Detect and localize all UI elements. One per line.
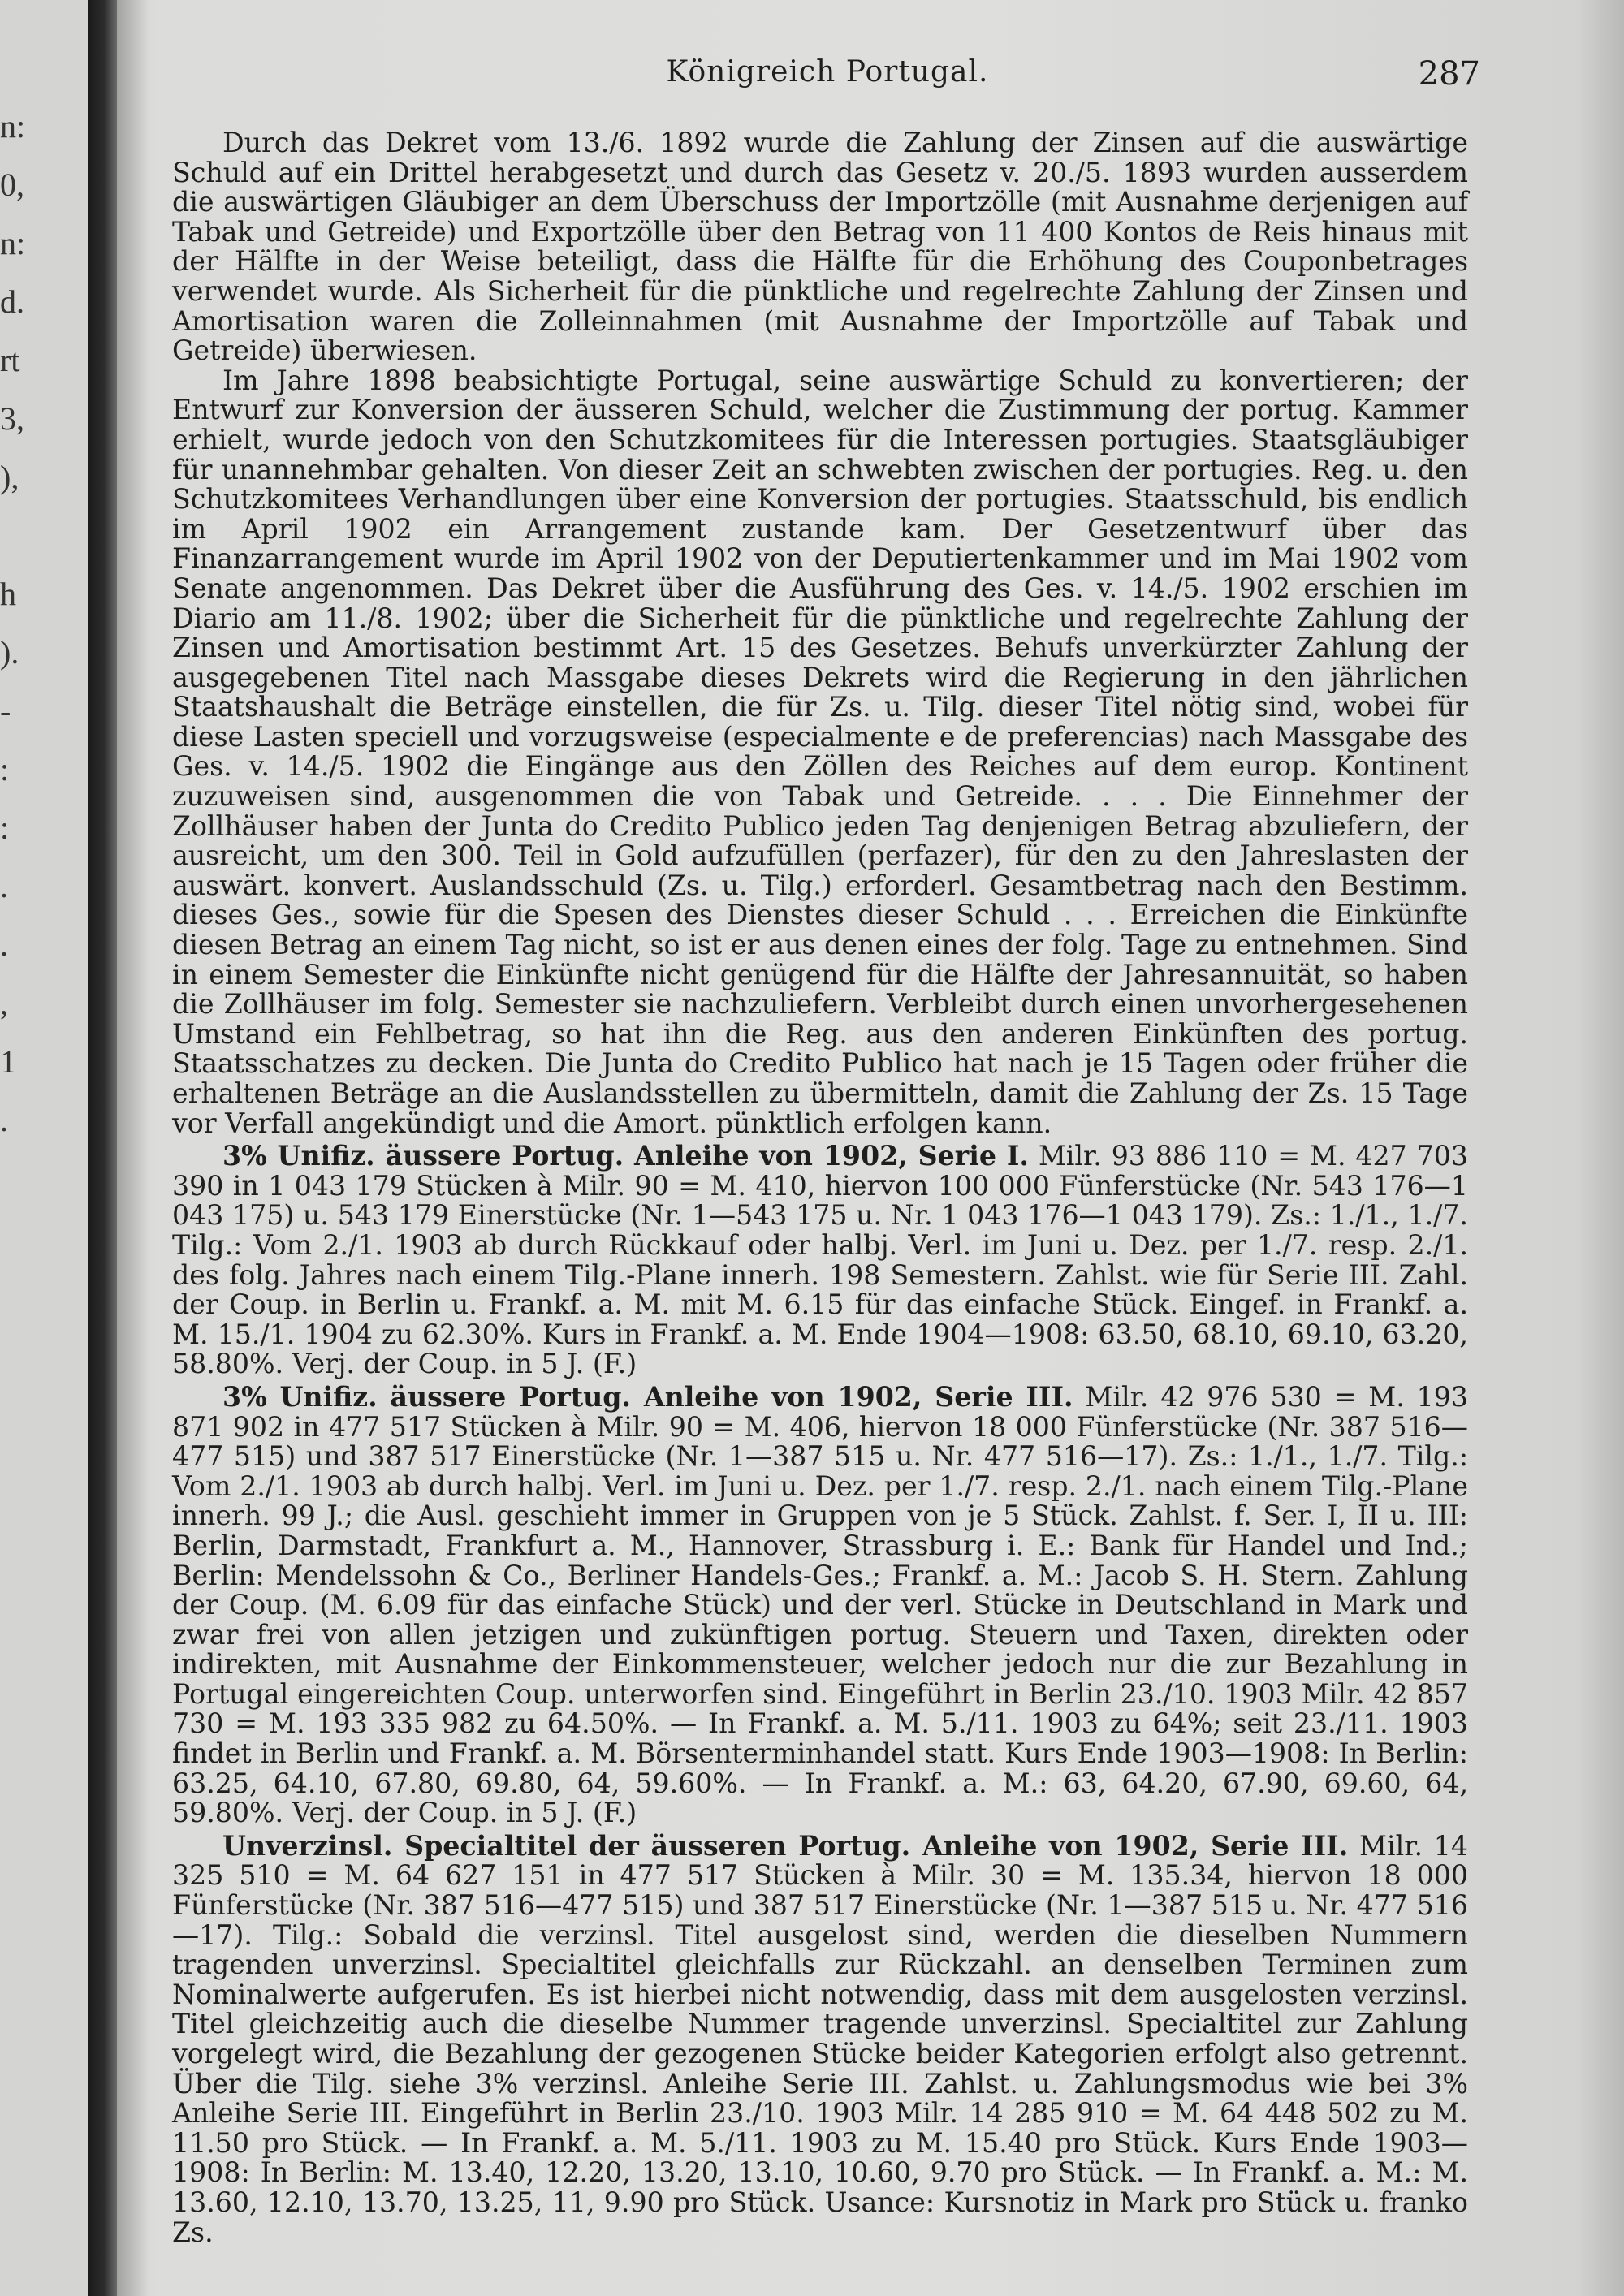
facing-page-text: n: 0, n: d. rt 3, ), h ). - : : . . , 1 .: [0, 108, 26, 1138]
bond-entry-body: Milr. 42 976 530 = M. 193 871 902 in 477 517 Stücken à Milr. 90 = M. 406, hiervon 18 000 Fünferstücke (Nr. 387 516—477 515) und 387 517 Einerstücke (Nr. 1—387 515 u. Nr. 477 516—17). Zs.: 1./1., 1./7. Tilg.: Vom 2./1. 1903 ab durch halbj. Verl. im Juni u. Dez. per 1./7. resp. 2./1. nach einem Tilg.-Plane innerh. 99 J.; die Ausl. geschieht immer in Gruppen von je 5 Stück. Zahlst. f. Ser. I, II u. III: Berlin, Darmstadt, Frankfurt a. M., Hannover, Strassburg i. E.: Bank für Handel und Ind.; Berlin: Mendelssohn & Co., Berliner Handels-Ges.; Frankf. a. M.: Jacob S. H. Stern. Zahlung der Coup. (M. 6.09 für das einfache Stück) und der verl. Stücke in Deutschland in Mark und zwar frei von allen jetzigen und zukünftigen portug. Steuern und Taxen, direkten oder indirekten, mit Ausnahme der Einkommensteuer, welcher jedoch nur die zur Bezahlung in Portugal eingereichten Coup. unterworfen sind. Eingeführt in Berlin 23./10. 1903 Milr. 42 857 730 = M. 193 335 982 zu 64.50%. — In Frankf. a. M. 5./11. 1903 zu 64%; seit 23./11. 1903 findet in Berlin und Frankf. a. M. Börsenterminhandel statt. Kurs Ende 1903—1908: In Berlin: 63.25, 64.10, 67.80, 69.80, 64, 59.60%. — In Frankf. a. M.: 63, 64.20, 67.90, 69.60, 64, 59.80%. Verj. der Coup. in 5 J. (F.): [172, 1380, 1468, 1829]
bond-entry-serie-3: [172, 1380, 1468, 1829]
page-number: 287: [1418, 55, 1480, 93]
paragraph-conversion: Im Jahre 1898 beabsichtigte Portugal, seine auswärtige Schuld zu konvertieren; der Entwurf zur Konversion der äusseren Schuld, welcher die Zustimmung der portug. Kammer erhielt, wurde jedoch von den Schutzkomitees für die Interessen portugies. Staatsgläubiger für unannehmbar gehalten. Von dieser Zeit an schwebten zwischen der portugies. Reg. u. den Schutzkomitees Verhandlungen über eine Konversion der portugies. Staatsschuld, bis endlich im April 1902 ein Arrangement zustande kam. Der Gesetzentwurf über das Finanzarrangement wurde im April 1902 von der Deputiertenkammer und im Mai 1902 vom Senate angenommen. Das Dekret über die Ausführung des Ges. v. 14./5. 1902 erschien im Diario am 11./8. 1902; über die Sicherheit für die pünktliche und regelrechte Zahlung der Zinsen und Amortisation bestimmt Art. 15 des Gesetzes. Behufs unverkürzter Zahlung der ausgegebenen Titel nach Massgabe dieses Dekrets wird die Regierung in den jährlichen Staatshaushalt die Beträge einstellen, die für Zs. u. Tilg. dieser Titel nötig sind, wobei für diese Lasten speciell und vorzugsweise (especialmente e de preferencias) nach Massgabe des Ges. v. 14./5. 1902 die Eingänge aus den Zöllen des Reiches auf dem europ. Kontinent zuzuweisen sind, ausgenommen die von Tabak und Getreide. . . . Die Einnehmer der Zollhäuser haben der Junta do Credito Publico jeden Tag denjenigen Betrag abzuliefern, der ausreicht, um den 300. Teil in Gold aufzufüllen (perfazer), für den zu den Jahreslasten der auswärt. konvert. Auslandsschuld (Zs. u. Tilg.) erforderl. Gesamtbetrag nach den Bestimm. dieses Ges., sowie für die Spesen des Dienstes dieser Schuld . . . Erreichen die Einkünfte diesen Betrag an einem Tag nicht, so ist er aus denen eines der folg. Tage zu entnehmen. Sind in einem Semester die Einkünfte nicht genügend für die Hälfte der Jahresannuität, so haben die Zollhäuser im folg. Semester sie nachzuliefern. Verbleibt durch einen unvorhergesehenen Umstand ein Fehlbetrag, so hat ihn die Reg. aus den anderen Einkünften des portug. Staatsschatzes zu decken. Die Junta do Credito Publico hat nach je 15 Tagen oder früher die erhaltenen Beträge an die Auslandsstellen zu übermitteln, damit die Zahlung der Zs. 15 Tage vor Verfall angekündigt und die Amort. pünktlich erfolgen kann.: [172, 364, 1468, 1139]
page-body: [172, 128, 1468, 2247]
bond-entry-body: Milr. 93 886 110 = M. 427 703 390 in 1 043 179 Stücken à Milr. 90 = M. 410, hiervon 100 000 Fünferstücke (Nr. 543 176—1 043 175) u. 543 179 Einerstücke (Nr. 1—543 175 u. Nr. 1 043 176—1 043 179). Zs.: 1./1., 1./7. Tilg.: Vom 2./1. 1903 ab durch Rückkauf oder halbj. Verl. im Juni u. Dez. per 1./7. resp. 2./1. des folg. Jahres nach einem Tilg.-Plane innerh. 198 Semestern. Zahlst. wie für Serie III. Zahl. der Coup. in Berlin u. Frankf. a. M. mit M. 6.15 für das einfache Stück. Eingef. in Frankf. a. M. 15./1. 1904 zu 62.30%. Kurs in Frankf. a. M. Ende 1904—1908: 63.50, 68.10, 69.10, 63.20, 58.80%. Verj. der Coup. in 5 J. (F.): [172, 1140, 1468, 1380]
page-edge-shadow: [1575, 0, 1624, 2296]
running-title: Königreich Portugal.: [666, 55, 989, 88]
book-spine: [88, 0, 117, 2296]
spine-shadow: [117, 0, 149, 2296]
bond-entry-title: 3% Unifiz. äussere Portug. Anleihe von 1902, Serie I.: [222, 1140, 1029, 1172]
paragraph-decree: Durch das Dekret vom 13./6. 1892 wurde die Zahlung der Zinsen auf die auswärtige Schuld auf ein Drittel herabgesetzt und durch das Gesetz v. 20./5. 1893 wurden ausserdem die auswärtigen Gläubiger an dem Überschuss der Importzölle (mit Ausnahme derjenigen auf Tabak und Getreide) und Exportzölle über den Betrag von 11 400 Kontos de Reis hinaus mit der Hälfte in der Weise beteiligt, dass die Hälfte für die Erhöhung des Couponbetrages verwendet wurde. Als Sicherheit für die pünktliche und regelrechte Zahlung der Zinsen und Amortisation waren die Zolleinnahmen (mit Ausnahme der Importzölle auf Tabak und Getreide) überwiesen.: [172, 127, 1468, 367]
bond-entry-specialtitel: [172, 1829, 1468, 2248]
bond-entry-body: Milr. 14 325 510 = M. 64 627 151 in 477 517 Stücken à Milr. 30 = M. 135.34, hiervon 18 000 Fünferstücke (Nr. 387 516—477 515) und 387 517 Einerstücke (Nr. 1—387 515 u. Nr. 477 516—17). Tilg.: Sobald die verzinsl. Titel ausgelost sind, werden die dieselben Nummern tragenden unverzinsl. Specialtitel gleichfalls zur Rückzahl. an denselben Terminen zum Nominalwerte aufgerufen. Es ist hierbei nicht notwendig, dass mit dem ausgelosten verzinsl. Titel gleichzeitig auch die dieselbe Nummer tragende unverzinsl. Specialtitel zur Zahlung vorgelegt wird, die Bezahlung der gezogenen Stücke beider Kategorien erfolgt also getrennt. Über die Tilg. siehe 3% verzinsl. Anleihe Serie III. Zahlst. u. Zahlungsmodus wie bei 3% Anleihe Serie III. Eingeführt in Berlin 23./10. 1903 Milr. 14 285 910 = M. 64 448 502 zu M. 11.50 pro Stück. — In Frankf. a. M. 5./11. 1903 zu M. 15.40 pro Stück. Kurs Ende 1903—1908: In Berlin: M. 13.40, 12.20, 13.20, 13.10, 10.60, 9.70 pro Stück. — In Frankf. a. M.: M. 13.60, 12.10, 13.70, 13.25, 11, 9.90 pro Stück. Usance: Kursnotiz in Mark pro Stück u. franko Zs.: [172, 1829, 1468, 2248]
bond-entry-serie-1: [172, 1142, 1468, 1379]
bond-entry-title: 3% Unifiz. äussere Portug. Anleihe von 1902, Serie III.: [222, 1380, 1073, 1413]
bond-entry-title: Unverzinsl. Specialtitel der äusseren Portug. Anleihe von 1902, Serie III.: [222, 1829, 1349, 1862]
page-header: [175, 55, 1480, 104]
